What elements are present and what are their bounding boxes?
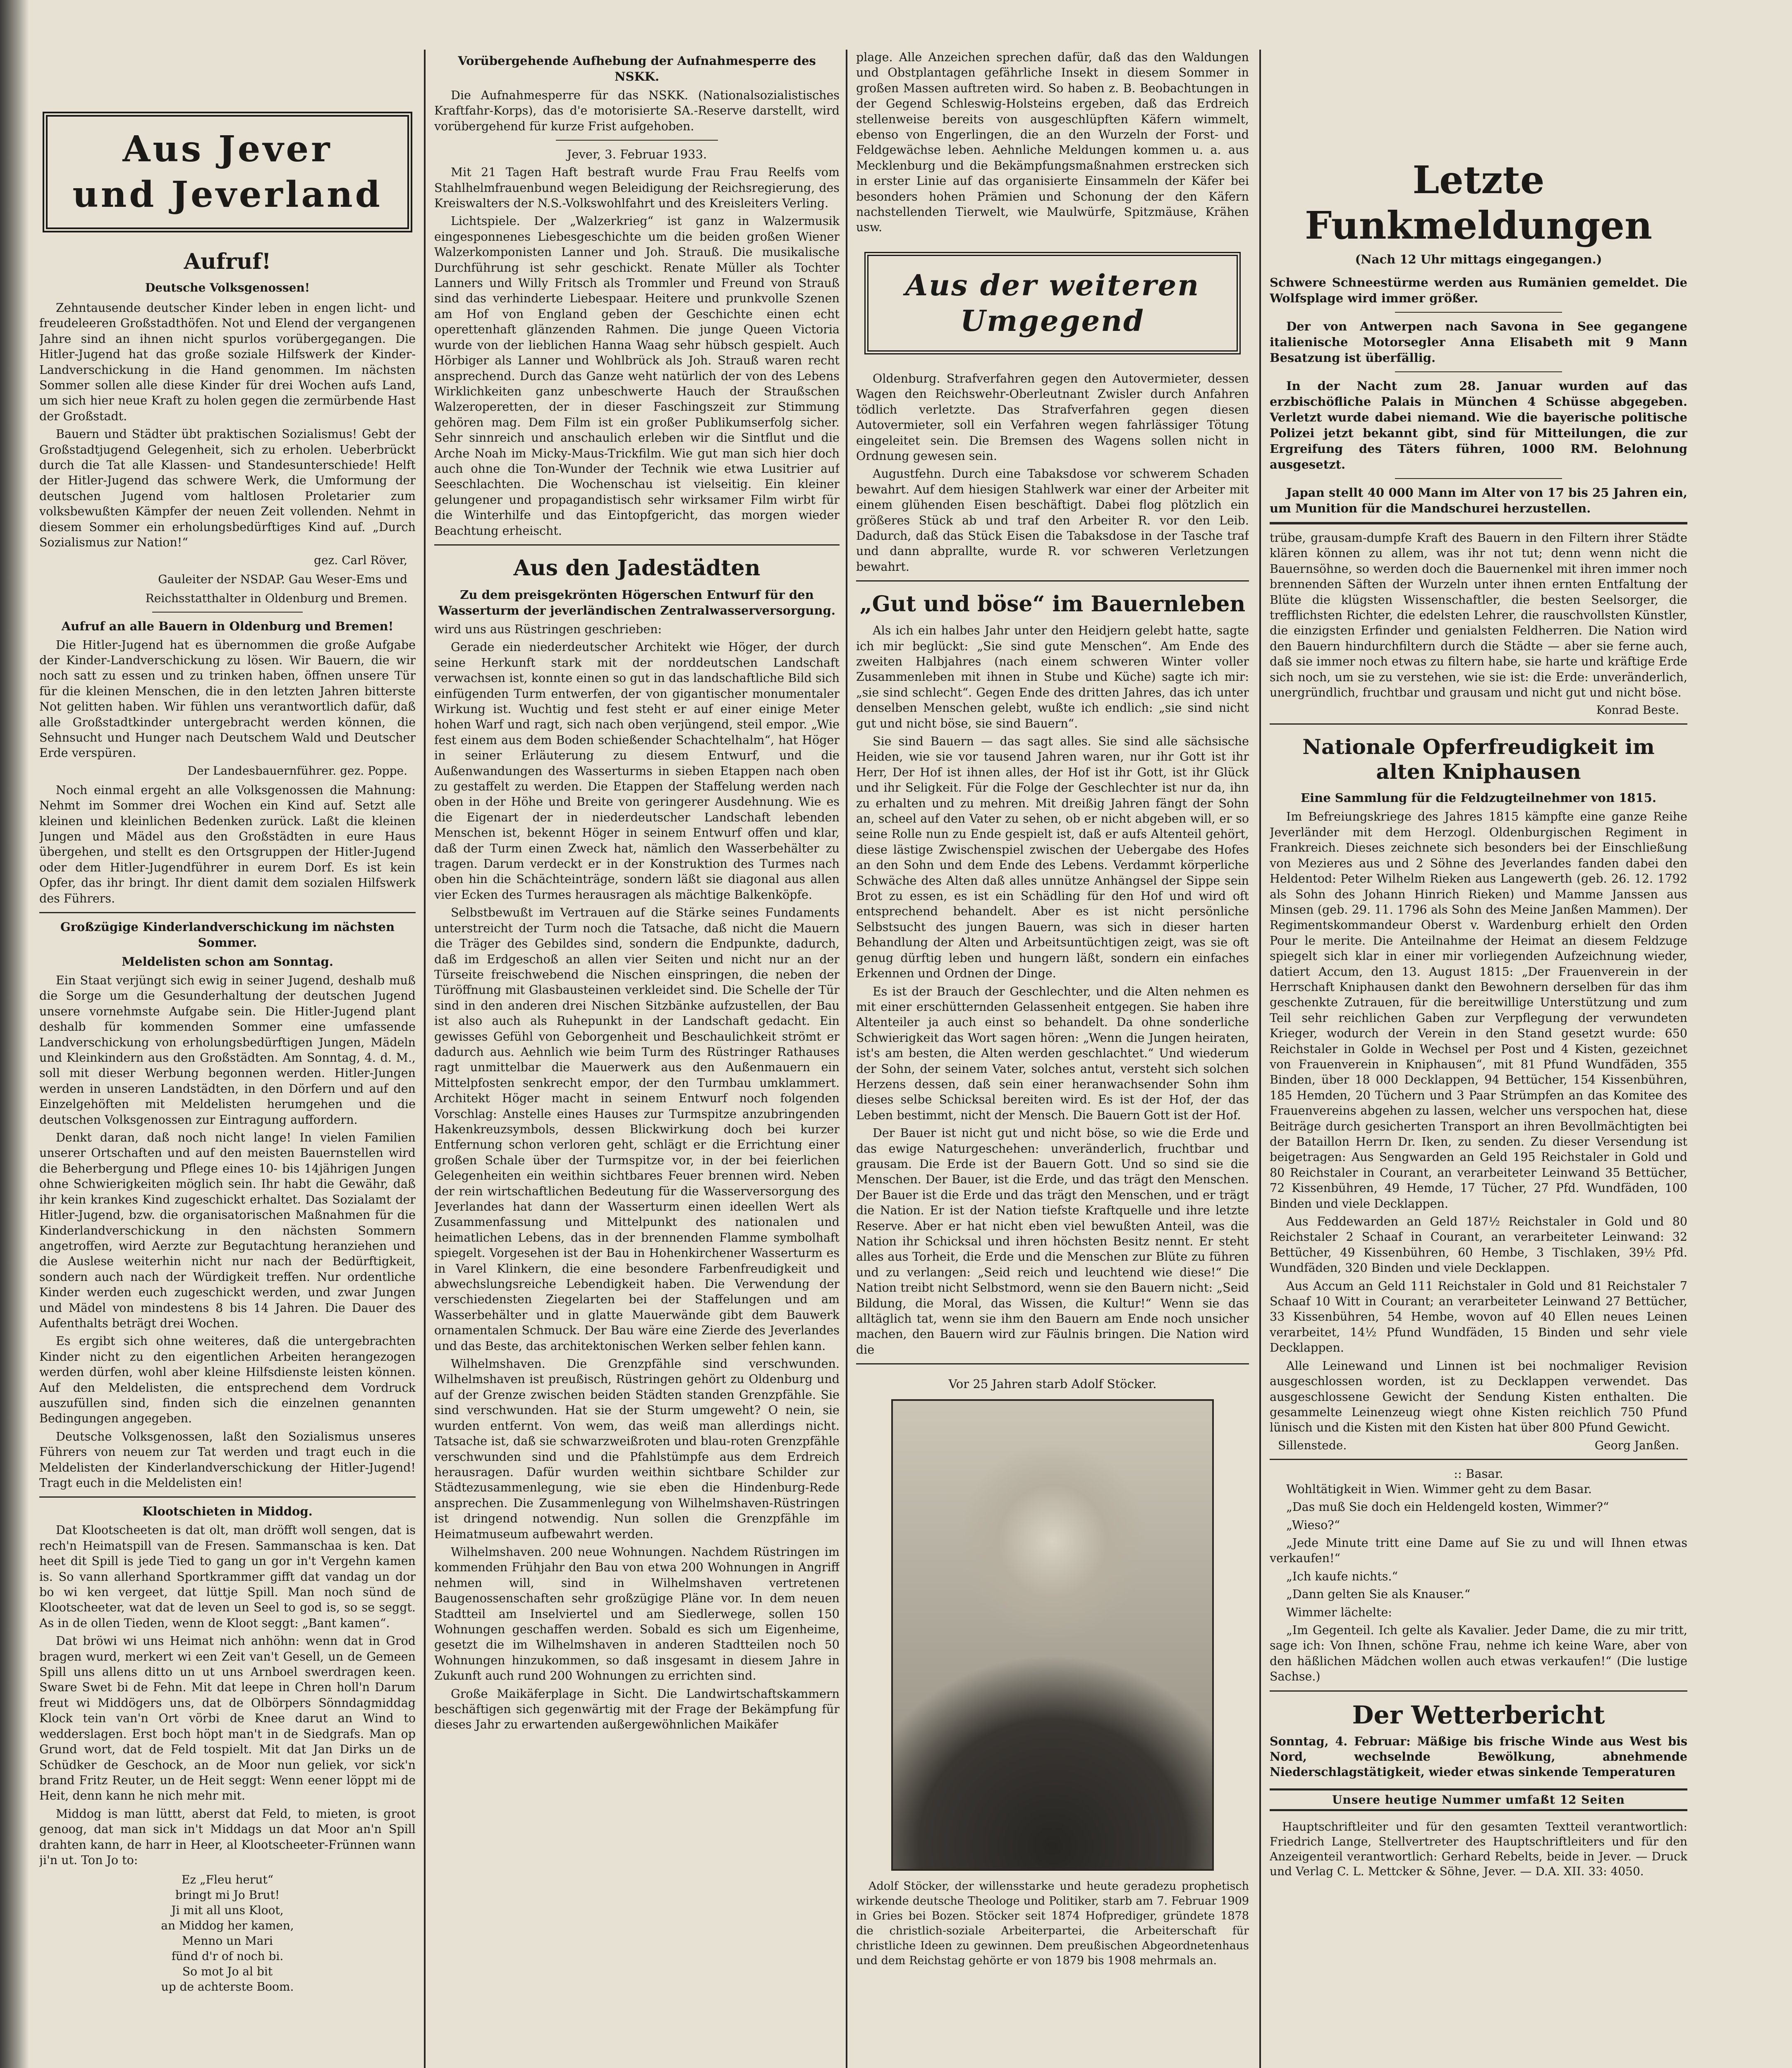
article-paragraph: Zehntausende deutscher Kinder leben in engen licht- und freudeleeren Großstadthöfen. Not und Elend der vergangenen Jahre sind an ihnen nicht spurlos vorübergegangen. Die Hitler-Jugend hat das große soziale Hilfswerk der Kinder-Landverschickung in die Hand genommen. Im nächsten Sommer sollen alle diese Kinder für drei Wochen aufs Land, um sich hier neue Kraft zu holen gegen die zermürbende Hast der Großstadt. <box>39 301 416 423</box>
divider <box>434 544 840 546</box>
article-paragraph: Noch einmal ergeht an alle Volksgenossen die Mahnung: Nehmt im Sommer drei Wochen ein Kind auf. Setzt alle kleinen und kleinlichen Bedenken zurück. Laßt die kleinen Jungen und Mädel aus den Großstädten in eure Haus übergehen, und stellt es den Ortsgruppen der Hitler-Jugend oder dem Hitler-Jugendführer in eurem Dorf. Es ist kein Opfer, das ihr bringt. Ihr dient damit dem sozialen Hilfswerk des Führers. <box>39 783 416 905</box>
divider <box>1395 312 1562 313</box>
article-paragraph: „Im Gegenteil. Ich gelte als Kavalier. Jeder Dame, die zu mir tritt, sage ich: Von Ihnen, schöne Frau, nehme ich keine Ware, aber von den häßlichen Mädchen wollen auch etwas verkaufen!“ (Die lustige Sachse.) <box>1270 1623 1687 1684</box>
news-item: Japan stellt 40 000 Mann im Alter von 17 bis 25 Jahren ein, um Munition für die Mandschurei herzustellen. <box>1270 486 1687 515</box>
column-4 <box>1270 50 1687 2068</box>
column-1 <box>39 50 416 2068</box>
page-count-notice: Unsere heutige Nummer umfaßt 12 Seiten <box>1270 1788 1687 1811</box>
signature-place: Sillenstede. <box>1278 1438 1347 1452</box>
divider <box>556 140 718 141</box>
section-subheadline: (Nach 12 Uhr mittags eingegangen.) <box>1355 252 1602 266</box>
article-headline: Vorübergehende Aufhebung der Aufnahmesperre des NSKK. <box>458 54 816 84</box>
article-paragraph: Im Befreiungskriege des Jahres 1815 kämpfte eine ganze Reihe Jeverländer mit dem Herzogl. Oldenburgischen Regiment in Frankreich. Dieses zeichnete sich besonders bei der Einschließung von Mezieres aus und 2 Söhne des Jeverlandes fanden dabei den Heldentod: Peter Wilhelm Rieken aus Langewerth (geb. 26. 12. 1792 als Sohn des Johann Hinrich Rieken) und Mamme Janssen aus Minsen (geb. 29. 11. 1796 als Sohn des Meine Janßen Mammen). Der Regimentskommandeur Oberst v. Wardenburg erhielt den Orden Pour le merite. Die Anteilnahme der Heimat an diesem Feldzuge spiegelt sich klar in einer mir vorliegenden Aufzeichnung wieder, datiert Accum, den 13. August 1815: „Der Frauenverein in der Herrschaft Kniphausen dankt den Bewohnern derselben für das ihm geschenkte Zutrauen, für die bereitwillige Unterstützung und zum Teil sehr reichlichen Gaben zur Verpflegung der verwundeten Krieger, wodurch der Verein in den Stand gesetzt wurde: 650 Reichstaler in Golde in Wechsel per Post und 4 Kisten, gezeichnet von Frauenverein in Kniphausen“, mit 81 Pfund Wundfäden, 355 Binden, über 18 000 Decklappen, 94 Bettücher, 154 Kissenbühren, 185 Hemden, 20 Tüchern und 3 Paar Strümpfen an das Komitee des Frauenvereins abgehen zu lassen, welcher uns verspochen hat, diese Beiträge durch gesicherten Transport an ihren Bevollmächtigten bei der Bataillon Herrn Dr. Iken, zu senden. Zu dieser Versendung ist beigetragen: Aus Sengwarden an Geld 195 Reichstaler in Gold und 80 Reichstaler in Courant, an verarbeiteter Leinwand 35 Bettücher, 72 Kissenbühren, 49 Hemde, 17 Tücher, 27 Pfd. Wundfäden, 100 Binden und viele Decklappen. <box>1270 810 1687 1211</box>
article-paragraph: Bauern und Städter übt praktischen Sozialismus! Gebt der Großstadtjugend Gelegenheit, sich zu erholen. Ueberbrückt durch die Tat alle Klassen- und Standesunterschiede! Helft der Hitler-Jugend das schwere Werk, die Umformung der deutschen Jugend vom haltlosen Proletarier zum volksbewußten Kämpfer der neuen Zeit vollenden. Nehmt in diesem Sommer ein erholungsbedürftiges Kind auf. „Durch Sozialismus zur Nation!“ <box>39 427 416 550</box>
article-paragraph: Selbstbewußt im Vertrauen auf die Stärke seines Fundaments unterstreicht der Turm noch die Tatsache, daß nicht die Mauern die Träger des Gebildes sind, sondern die Endpunkte, dadurch, daß im Erdgeschoß an allen vier Seiten und nicht nur an der Türseite freischwebend die Nischen einspringen, die neben der Türöffnung mit Glasbausteinen verkleidet sind. Die Schelle der Tür sind in den anderen drei Nischen Sitzbänke aufzustellen, der Bau ist also auch als Ruhepunkt in der Landschaft gedacht. Ein gewisses Gefühl von Geborgenheit und Beschaulichkeit strömt er dadurch aus. Aehnlich wie beim Turm des Rüstringer Rathauses ragt unmittelbar die Mauerwerk aus den Außenmauern ein Mittelpfosten senkrecht empor, der den Turmbau umklammert. Architekt Höger macht in seinem Entwurf noch folgenden Vorschlag: Anstelle eines Hauses zur Turmspitze anzubringenden Hakenkreuzsymbols, dessen Blickwirkung doch bei kurzer Entfernung schon verloren geht, schlägt er die Errichtung einer großen Schale über der Turmspitze vor, in der bei feierlichen Gelegenheiten ein weithin sichtbares Feuer brennen wird. Neben der rein wirtschaftlichen Bedeutung für die Wasserversorgung des Jeverlandes hat dann der Wasserturm einen ideellen Wert als Zusammenfassung und Mittelpunkt des nationalen und heimatlichen Lebens, das in der brennenden Flamme symbolhaft spiegelt. Vorgesehen ist der Bau in Hohenkirchener Wasserturm es in Varel Klinkern, die eine besondere Farbenfreudigkeit und abwechslungsreiche Lebendigkeit haben. Die Verwendung der verschiedensten Ziegelarten bei der Staffelungen und am Wasserbehälter und in glatte Mauerwände gibt dem Bauwerk ornamentalen Schmuck. Der Bau wäre eine Zierde des Jeverlandes und das Beste, das architektonischen Werken selber fehlen kann. <box>434 906 840 1353</box>
signature-line: Reichsstatthalter in Oldenburg und Bremen. <box>145 591 407 605</box>
impressum: Hauptschriftleiter und für den gesamten Textteil verantwortlich: Friedrich Lange, Stellvertreter des Hauptschriftleiters und für den Anzeigenteil verantwortlich: Gerhard Rebelts, beide in Jever. — Druck und Verlag C. L. Mettcker & Söhne, Jever. — D.A. XII. 33: 4050. <box>1270 1819 1687 1878</box>
article-paragraph: „Jede Minute tritt eine Dame auf Sie zu und will Ihnen etwas verkaufen!“ <box>1270 1536 1687 1565</box>
divider <box>856 1363 1249 1364</box>
section-headline: Aus den Jadestädten <box>513 555 761 581</box>
news-item: In der Nacht zum 28. Januar wurden auf das erzbischöfliche Palais in München 4 Schüsse abgegeben. Verletzt wurde dabei niemand. Wie die bayerische politische Polizei jetzt bekannt gibt, sind für Mitteilungen, die zur Ergreifung des Täters führen, 1000 RM. Belohnung ausgesetzt. <box>1270 379 1687 472</box>
signature-name: gez. Poppe. <box>340 764 407 778</box>
article-headline: Aufruf! <box>184 249 271 274</box>
article-headline: Klootschieten in Middog. <box>142 1504 313 1519</box>
article-headline: „Gut und böse“ im Bauernleben <box>859 591 1246 617</box>
divider <box>1395 478 1562 479</box>
article-paragraph: Gerade ein niederdeutscher Architekt wie Höger, der durch seine Herkunft stark mit der norddeutschen Landschaft verwachsen ist, konnte einen so gut in das landschaftliche Bild sich einfügenden Turm entwerfen, der von gigantischer monumentaler Wirkung ist. Wuchtig und fest steht er auf einer einige Meter hohen Warf und ragt, sich nach oben verjüngend, steil empor. „Wie fest einem aus dem Boden schießender Schachtelhalm“, hat Höger in seiner Erläuterung zu diesem Entwurf, und die Außenwandungen des Wasserturms in sieben Etappen nach oben zu gestaffelt zu werden. Die Etappen der Staffelung werden nach oben in der Höhe und Breite von geringerer Ausdehnung. Wie es die Eigenart der in niederdeutscher Landschaft lebenden Menschen ist, bekennt Höger in seinem Entwurf offen und klar, daß der Turm einen Zweck hat, nämlich den Wasserbehälter zu tragen. Darum verdeckt er in der Konstruktion des Turmes nach oben hin die Schächteinträge, sondern läßt sie diagonal aus allen vier Ecken des Turmes herausragen als mächtige Balkenköpfe. <box>434 640 840 902</box>
article-paragraph: plage. Alle Anzeichen sprechen dafür, daß das den Waldungen und Obstplantagen gefährliche Insekt in diesem Sommer in großen Massen auftreten wird. So haben z. B. Beobachtungen in der Gegend Schleswig-Holsteins ergeben, daß das Erdreich stellenweise bereits von ausgeschlüpften Käfern wimmelt, ebenso von Engerlingen, die an den Wurzeln der Forst- und Feldgewächse leben. Aehnliche Meldungen kommen u. a. aus Mecklenburg und die Bekämpfungsmaßnahmen erstrecken sich in erster Linie auf das organisierte Einsammeln der Käfer bei besonders hohen Prämien und Schonung der den Käfern nachstellenden Tierwelt, wie Maulwürfe, Spitzmäuse, Krähen usw. <box>856 50 1249 235</box>
column-divider <box>846 50 847 2068</box>
article-paragraph: „Ich kaufe nichts.“ <box>1286 1569 1398 1583</box>
divider <box>1270 723 1687 725</box>
article-paragraph: Wilhelmshaven. 200 neue Wohnungen. Nachdem Rüstringen im kommenden Frühjahr den Bau von etwa 200 Wohnungen in Angriff nehmen will, sind in Wilhelmshaven vertretenen Baugenossenschaften sehr großzügige Pläne vor. In dem neuen Stadtteil am Inselviertel und am Siedlerwege, sollen 150 Wohnungen geschaffen werden. Sobald es sich um Eigenheime, gesetzt die im Wilhelmshaven in anderen Stadtteilen noch 50 Wohnungen hinzukommen, so daß insgesamt in diesem Jahre in Zukunft auch rund 200 Wohnungen zu errichten sind. <box>434 1545 840 1683</box>
article-paragraph: Der Bauer ist nicht gut und nicht böse, so wie die Erde und das ewige Naturgeschehen: unveränderlich, fruchtbar und grausam. Die Erde ist der Bauern Gott. Und so sind sie die Menschen. Der Bauer, ist die Erde, und das trägt den Menschen. Der Bauer ist die Erde und das trägt den Menschen, und er trägt die Nation. Er ist der Nation tiefste Kraftquelle und ihre letzte Reserve. Aber er hat nicht eben viel bewußten Anteil, was die Nation ihr Schicksal und ihren höchsten Besitz nennt. Er steht alles aus Torheit, die Erde und die Menschen zur Blüte zu führen und zu verlangen: „Seid reich und leuchtend wie diese!“ Die Nation treibt nicht Selbstmord, wenn sie den Bauern nicht: „Seid Bildung, die Moral, das Wissen, die Kultur!“ Wenn sie das alltäglich tat, wenn sie ihm den Bauern am Ende noch unsicher machen, den Bauern wird zur Fäulnis bringen. Die Nation wird die <box>856 1126 1249 1357</box>
article-paragraph: Dat Klootscheeten is dat olt, man dröfft woll sengen, dat is rech'n Heimatspill van de Fresen. Sammanschaa is ken. Dat heet dit Spill is jede Tied to gang un gor in't Vergehn kamen is. So vann allerhand Sportkrammer gifft dat vandag un dor bo wi ken vergeet, dat lüttje Spill. Man noch sünd de Klootscheeter, wat dat de leven un Seel to god is, so se seggt. As in de ollen Tieden, wenn de Kloot seggt: „Bant kamen“. <box>39 1523 416 1630</box>
article-paragraph: Große Maikäferplage in Sicht. Die Landwirtschaftskammern beschäftigen sich gegenwärtig mit der Frage der Bekämpfung für dieses Jahr zu erwartenden außergewöhnlichen Maikäfer <box>434 1687 840 1732</box>
signature-line <box>39 764 416 778</box>
signature-name: Georg Janßen. <box>1594 1438 1679 1452</box>
photo-headline: Vor 25 Jahren starb Adolf Stöcker. <box>948 1377 1157 1391</box>
article-subheadline: Meldelisten schon am Sonntag. <box>122 955 333 969</box>
column-divider <box>424 50 426 2068</box>
article-paragraph: Die Hitler-Jugend hat es übernommen die große Aufgabe der Kinder-Landverschickung zu lösen. Wir Bauern, die wir noch satt zu essen und zu trinken haben, öffnen unsere Tür für die kleinen Menschen, die in den letzten Jahren bitterste Not gelitten haben. Wir fühlen uns verantwortlich dafür, daß alle Großstadtkinder untergebracht werden können, die Sehnsucht und Hunger nach Deutschem Wald und Deutscher Erde verspüren. <box>39 638 416 760</box>
article-paragraph: Denkt daran, daß noch nicht lange! In vielen Familien unserer Ortschaften und auf den meisten Bauernstellen wird die Beherbergung und Pflege eines 10- bis 14jährigen Jungen ohne Schwierigkeiten möglich sein. Ihr habt die Gewähr, daß ihr kein krankes Kind zugeschickt erhaltet. Das Sozialamt der Hitler-Jugend, bzw. die organisatorischen Maßnahmen für die Kinderlandverschickung in den nächsten Sommern angetroffen, wird Aerzte zur Begutachtung heranziehen und die Auslese weiterhin nicht nur nach der Bedürftigkeit, sondern auch nach der Würdigkeit treffen. Nur ordentliche Kinder werden euch zugeschickt werden, und zwar Jungen und Mädel von mindestens 8 bis 14 Jahren. Die Dauer des Aufenthalts beträgt drei Wochen. <box>39 1131 416 1330</box>
divider <box>39 912 416 913</box>
news-item: Der von Antwerpen nach Savona in See gegangene italienische Motorsegler Anna Elisabeth mit 9 Mann Besatzung ist überfällig. <box>1270 319 1687 365</box>
weather-headline: Der Wetterbericht <box>1352 1700 1605 1730</box>
divider <box>1395 371 1562 372</box>
article-paragraph: trübe, grausam-dumpfe Kraft des Bauern in den Filtern ihrer Städte klären können zu allem, was ihr not tut; denn wenn nicht die Bauernsöhne, so werden doch die Bauernenkel mit ihren immer noch brennenden Säften der Wurzeln unter ihnen ernten Entfaltung der Blüte die klügsten Wissenschaftler, die besten Seelsorger, die trefflichsten Richter, die edelsten Lehrer, die rauschvollsten Künstler, die einzigsten Erfinder und genialsten Feldherren. Die Nation wird den Bauern hindurchfiltern durch die Städte — aber sie ferne auch, daß sie immer noch etwas zu filtern habe, sie harte und kräftige Erde sich noch, um sie zu verstehen, wie sie ist: die Erde: unveränderlich, unergründlich, fruchtbar und grausam und nicht gut und nicht böse. <box>1270 531 1687 700</box>
column-2 <box>434 50 840 2068</box>
signature-title: Der Landesbauernführer. <box>187 764 337 778</box>
divider <box>39 1496 416 1498</box>
article-headline: :: Basar. <box>1454 1466 1503 1481</box>
article-paragraph: Oldenburg. Strafverfahren gegen den Autovermieter, dessen Wagen den Reichswehr-Oberleutnant Zwisler durch Anfahren tödlich verletzte. Das Strafverfahren gegen diesen Autovermieter, soll ein Verfahren wegen fahrlässiger Tötung eingeleitet sein. Die Bremsen des Wagens sollen nicht in Ordnung gewesen sein. <box>856 371 1249 463</box>
divider <box>1270 1690 1687 1692</box>
article-subheadline: Zu dem preisgekrönten Högerschen Entwurf für den Wasserturm der jeverländischen Zentralwasserversorgung. <box>438 587 835 618</box>
section-headline: Letzte Funkmeldungen <box>1305 158 1652 248</box>
article-paragraph: wird uns aus Rüstringen geschrieben: <box>434 622 662 636</box>
divider <box>152 612 303 613</box>
dateline: Jever, 3. Februar 1933. <box>567 147 707 162</box>
section-title-box-umgegend <box>864 252 1241 354</box>
article-paragraph: Deutsche Volksgenossen, laßt den Sozialismus unseres Führers von neuem zur Tat werden und tragt euch in die Meldelisten der Kinderlandverschickung der Hitler-Jugend! Tragt euch in die Meldelisten ein! <box>39 1429 416 1490</box>
article-subheadline: Eine Sammlung für die Feldzugteilnehmer von 1815. <box>1301 791 1656 805</box>
article-paragraph: Aus Accum an Geld 111 Reichstaler in Gold und 81 Reichstaler 7 Schaaf 10 Witt in Courant; an verarbeiteter Leinwand 27 Bettücher, 33 Kissenbühren, 54 Hembe, wovon auf 40 Ellen neues Leinen verarbeitet, 14½ Pfund Wundfäden, 15 Binden und sehr viele Decklappen. <box>1270 1279 1687 1355</box>
signature-name: Konrad Beste. <box>1596 703 1679 717</box>
article-paragraph: Middog is man lüttt, aberst dat Feld, to mieten, is groot genoog, dat man sick in't Middags un dat Moor an'n Spill drahten kann, de harr in Heer, al Klootscheeter-Frünnen wann ji'n ut. Ton Jo to: <box>39 1807 416 1867</box>
weather-report: Sonntag, 4. Februar: Mäßige bis frische Winde aus West bis Nord, wechselnde Bewölkung, abnehmende Niederschlagstätigkeit, wieder etwas sinkende Temperaturen <box>1270 1734 1687 1779</box>
article-paragraph: Aus Feddewarden an Geld 187½ Reichstaler in Gold und 80 Reichstaler 2 Schaaf in Courant, an verarbeiteter Leinwand: 32 Bettücher, 49 Kissenbühren, 60 Hembe, 3 Tischlaken, 39½ Pfd. Wundfäden, 320 Binden und viele Decklappen. <box>1270 1215 1687 1275</box>
article-paragraph: Ein Staat verjüngt sich ewig in seiner Jugend, deshalb muß die Sorge um die Gesunderhaltung der deutschen Jugend unsere vornehmste Aufgabe sein. Die Hitler-Jugend plant deshalb für kommenden Sommer eine umfassende Landverschickung von erholungsbedürftigen Jungen, Mädeln und Kleinkindern aus den Großstädten. Am Sonntag, 4. d. M., soll mit dieser Werbung begonnen werden. Hitler-Jungen werden in unseren Landstädten, in den Dörfern und auf den Einzelgehöften mit Meldelisten herumgehen und die deutschen Volksgenossen zur Eintragung auffordern. <box>39 974 416 1127</box>
article-paragraph: „Das muß Sie doch ein Heldengeld kosten, Wimmer?“ <box>1286 1500 1609 1514</box>
article-paragraph: Wohltätigkeit in Wien. Wimmer geht zu dem Basar. <box>1286 1482 1592 1496</box>
article-paragraph: Sie sind Bauern — das sagt alles. Sie sind alle sächsische Heiden, wie sie vor tausend Jahren waren, nur ihr Gott ist ihr Herr, Der Hof ist ihnen alles, der Hof ist ihr Gott, ist ihr Glück und ihr Seligkeit. Für die Folge der Geschlechter ist nur da, ihn zu erhalten und zu mehren. Mit dreißig Jahren fängt der Sohn an, scheel auf den Vater zu sehen, ob er nicht abgeben will, er so seine Rolle nun zu Ende gespielt ist, daß er aufs Altenteil gehört, diese lästige Zwischenspiel zwischen der Uebergabe des Hofes an den Sohn und dem Ende des Lebens. Verdammt körperliche Schwäche des Alten daß alles unnütze Anhängsel der Sippe sein Brot zu essen, es ist ein Schädling für den Hof und wird oft entsprechend behandelt. Aber es ist nicht persönliche Selbstsucht des jungen Bauern, was sich in dieser harten Behandlung der Alten und Arbeitsuntüchtigen zeigt, was sie oft genug dürftig leben und hungern läßt, sondern ein einfaches Erkennen und Ordnen der Dinge. <box>856 735 1249 981</box>
article-paragraph: Die Aufnahmesperre für das NSKK. (Nationalsozialistisches Kraftfahr-Korps), das d'e motorisierte SA.-Reserve darstellt, wird vorübergehend für kurze Frist aufgehoben. <box>434 89 840 133</box>
article-paragraph: Augustfehn. Durch eine Tabaksdose vor schwerem Schaden bewahrt. Auf dem hiesigen Stahlwerk war einer der Arbeiter mit einem glühenden Eisen beschäftigt. Dabei flog plötzlich ein größeres Stück ab und traf den Arbeiter R. vor den Leib. Dadurch, daß das Stück Eisen die Tabaksdose in der Tasche traf und dann abprallte, wurde R. vor schweren Verletzungen bewahrt. <box>856 467 1249 574</box>
article-paragraph: Dat bröwi wi uns Heimat nich anhöhn: wenn dat in Grod bragen wurd, merkert wi een Zeit van't Gesell, un de Gemeen Spill uns allens ditto un ut uns Arnboel swerdragen keen. Sware Swet bi de Fehn. Mit dat leepe in Chren holl'n Darum freut wi Middögers uns, dat de Olbörpers Sönndagmiddag Klock tein van'n Ort vörbi de Knee darut an Wind to wedderslagen. Erst boch höpt man't in de Siedgrafs. Man op Grund wort, dat de Feld tospielt. Mit dat Jan Dirks un de Schüdker de Geschock, an de Moor nun geliek, vor sick'n brand Fritz Reuter, un de Heit seggt: Wenn eener löppt mi de Heit, denn kann he nich mehr mit. <box>39 1634 416 1803</box>
section-title-line: Aus der weiteren <box>905 268 1200 302</box>
portrait-photo <box>891 1399 1214 1871</box>
article-paragraph: Es ergibt sich ohne weiteres, daß die untergebrachten Kinder nicht zu den eigentlichen Arbeiten herangezogen werden dürfen, wohl aber kleine Hilfsdienste leisten können. Auf den Meldelisten, die entsprechend dem Vordruck auszufüllen sind, finden sich die einzelnen genannten Bedingungen angegeben. <box>39 1334 416 1426</box>
section-title-box-jever <box>43 112 412 232</box>
article-paragraph: Wilhelmshaven. Die Grenzpfähle sind verschwunden. Wilhelmshaven ist preußisch, Rüstringen gehört zu Oldenburg und auf der Grenze zwischen beiden Städten standen Grenzpfähle. Sie sind verschwunden. Hat sie der Sturm umgeweht? O nein, sie wurden entfernt. Von wem, das weiß man allerdings nicht. Tatsache ist, daß sie schwarzweißroten und blau-roten Grenzpfähle verschwunden sind und die Pfahlstümpfe aus dem Erdreich herausragen. Dafür wurden weithin sichtbare Schilder zur Städtezusammenlegung, wie sie eben die Hindenburg-Rede ansprechen. Die Zusammenlegung von Wilhelmshaven-Rüstringen ist dringend notwendig. Nun sollen die Grenzpfähle im Heimatmuseum aufbewahrt werden. <box>434 1357 840 1541</box>
article-paragraph: „Dann gelten Sie als Knauser.“ <box>1286 1587 1471 1601</box>
article-headline: Aufruf an alle Bauern in Oldenburg und Bremen! <box>61 619 394 633</box>
column-3 <box>856 50 1249 2068</box>
divider <box>1270 522 1687 524</box>
article-paragraph: Wimmer lächelte: <box>1286 1605 1392 1619</box>
section-title-line: Umgegend <box>960 303 1145 338</box>
article-paragraph: Es ist der Brauch der Geschlechter, und die Alten nehmen es mit einer erschütternden Gelassenheit entgegen. Sie haben ihre Altenteiler ja auch einst so behandelt. Da ohne sonderliche Schwierigkeit das Wort sagen hören: „Wenn die Jungen heiraten, ist's am besten, die Alten werden geschlachtet.“ Und wiederum der Sohn, der seinem Vater, solches antut, versteht sich solchen Herzens dessen, daß sein einer heranwachsender Sohn ihm dieses selbe Schicksal bereiten wird. Es ist der Hof, der das Leben bestimmt, nicht der Mensch. Die Bauern Gott ist der Hof. <box>856 984 1249 1122</box>
divider <box>1270 1459 1687 1460</box>
article-paragraph: Alle Leinewand und Linnen ist bei nochmaliger Revision ausgeschlossen worden, ist zu Decklappen verwendet. Das ausgeschlossene Gewicht der Sendung Kisten enthalten. Die gesammelte Leinenzeug wiegt ohne Kisten reichlich 750 Pfund lünisch und die Kisten mit den Kisten hat über 800 Pfund Gewicht. <box>1270 1359 1687 1435</box>
article-subheadline: Deutsche Volksgenossen! <box>145 281 310 294</box>
signature-name: gez. Carl Röver, <box>314 553 407 567</box>
article-headline: Großzügige Kinderlandverschickung im nächsten Sommer. <box>60 920 395 950</box>
article-paragraph: Als ich ein halbes Jahr unter den Heidjern gelebt hatte, sagte ich mir beglückt: „Sie sind gute Menschen“. Am Ende des zweiten Halbjahres (nach einem schweren Winter voller Zusammenleben mit ihnen in Stube und Küche) sagte ich mir: „sie sind schlecht“. Gegen Ende des dritten Jahres, das ich unter denselben Menschen gelebt, wußte ich endlich: „sie sind nicht gut und nicht böse, sie sind Bauern“. <box>856 624 1249 730</box>
news-item: Schwere Schneestürme werden aus Rumänien gemeldet. Die Wolfsplage wird immer größer. <box>1270 275 1687 305</box>
column-divider <box>1259 50 1261 2068</box>
divider <box>856 580 1249 582</box>
article-paragraph: Mit 21 Tagen Haft bestraft wurde Frau Frau Reelfs vom Stahlhelmfrauenbund wegen Beleidigung der Reichsregierung, des Kreiswalters der N.S.-Volkswohlfahrt und des Kreisleiters Verling. <box>434 165 840 211</box>
article-headline: Nationale Opferfreudigkeit im alten Kniphausen <box>1302 735 1655 784</box>
newspaper-page <box>39 50 1770 2068</box>
section-title-line: Aus Jever <box>122 128 333 170</box>
page-binding-shadow <box>0 0 29 2068</box>
signature-line <box>1270 1438 1687 1453</box>
section-title-line: und Jeverland <box>72 174 383 215</box>
article-paragraph: „Wieso?“ <box>1286 1518 1340 1532</box>
signature-line: Gauleiter der NSDAP. Gau Weser-Ems und <box>158 572 407 586</box>
article-paragraph: Lichtspiele. Der „Walzerkrieg“ ist ganz in Walzermusik eingesponnenes Liebesgeschichte um die beiden großen Wiener Walzerkomponisten Lanner und Joh. Strauß. Die musikalische Durchführung ist sehr geschickt. Renate Müller als Tochter Lanners und Willy Fritsch als Trommler und Freund von Strauß sind das verhinderte Liebespaar. Heitere und prunkvolle Szenen am Hof von England geben der Geschichte einen echt operettenhaft glänzenden Rahmen. Die junge Queen Victoria wurde von der lieblichen Hanna Waag sehr hübsch gespielt. Auch Hörbiger als Lanner und Wohlbrück als Joh. Strauß waren recht ansprechend. Durch das Ganze weht natürlich der von des Lebens Wirklichkeiten ganz unbeschwerte Hauch der Straußschen Walzeroperetten, der in dieser Faschingszeit zur Stimmung gehören mag. Dem Film ist ein großer Publikumserfolg sicher. Sehr sinnreich und anschaulich erleben wir die Sintflut und die Arche Noah im Micky-Maus-Trickfilm. Wie gut man sich hier doch auch ohne die Ton-Wunder der Technik wie etwa Lusitrier auf Seeschlachten. Die Wochenschau ist vielseitig. Ein kleiner gelungener und propagandistisch sehr wirksamer Film wirbt für die Winterhilfe und das Eintopfgericht, das morgen wieder Beachtung erheischt. <box>434 214 840 538</box>
poem: Ez „Fleu herut“ bringt mi Jo Brut! Ji mit all uns Kloot, an Middog her kamen, Menno un Mari fünd d'r of noch bi. So mot Jo al bit up de achterste Boom. <box>161 1873 294 1994</box>
photo-caption: Adolf Stöcker, der willensstarke und heute geradezu prophetisch wirkende deutsche Theologe und Politiker, starb am 7. Februar 1909 in Gries bei Bozen. Stöcker seit 1874 Hofprediger, gründete 1878 die christlich-soziale Arbeiterpartei, die Arbeiterschaft für christliche Ideen zu gewinnen. Dem preußischen Abgeordnetenhaus und dem Reichstag gehörte er von 1879 bis 1908 mehrmals an. <box>856 1880 1249 1967</box>
